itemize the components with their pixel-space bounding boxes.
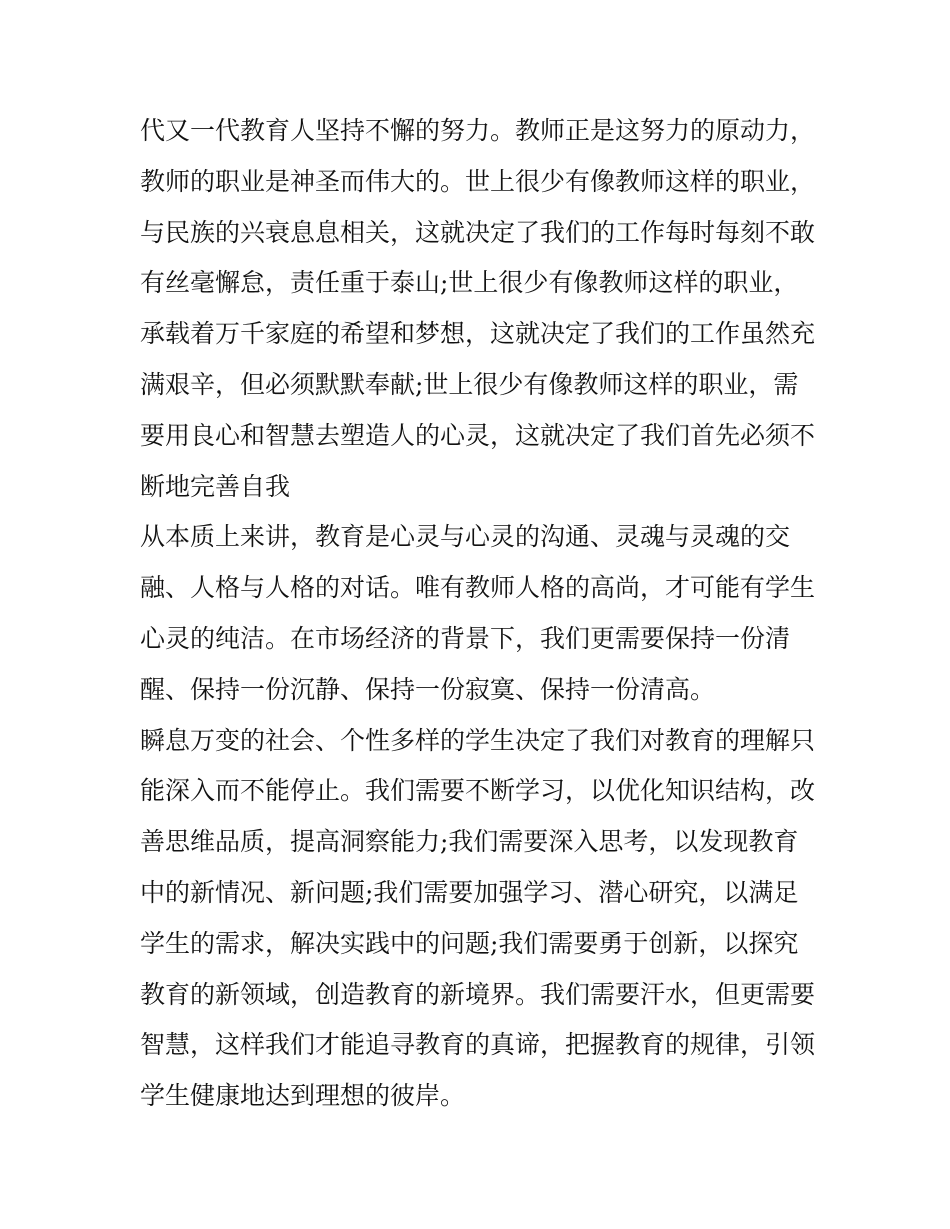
text-line: 要用良心和智慧去塑造人的心灵，这就决定了我们首先必须不 xyxy=(140,420,816,450)
text-line: 中的新情况、新问题;我们需要加强学习、潜心研究，以满足 xyxy=(140,877,799,907)
text-line: 断地完善自我 xyxy=(140,471,291,501)
text-line: 智慧，这样我们才能追寻教育的真谛，把握教育的规律，引领 xyxy=(140,1030,816,1060)
text-line: 承载着万千家庭的希望和梦想，这就决定了我们的工作虽然充 xyxy=(140,319,816,349)
text-line: 能深入而不能停止。我们需要不断学习，以优化知识结构，改 xyxy=(140,776,816,806)
text-line: 善思维品质，提高洞察能力;我们需要深入思考，以发现教育 xyxy=(140,827,799,857)
text-line: 与民族的兴衰息息相关，这就决定了我们的工作每时每刻不敢 xyxy=(140,217,816,247)
text-line: 学生健康地达到理想的彼岸。 xyxy=(140,1081,466,1111)
text-line: 有丝毫懈怠，责任重于泰山;世上很少有像教师这样的职业， xyxy=(140,268,799,298)
text-line: 教师的职业是神圣而伟大的。世上很少有像教师这样的职业， xyxy=(140,166,816,196)
text-line: 学生的需求，解决实践中的问题;我们需要勇于创新，以探究 xyxy=(140,928,799,958)
text-line: 瞬息万变的社会、个性多样的学生决定了我们对教育的理解只 xyxy=(140,725,816,755)
text-line: 融、人格与人格的对话。唯有教师人格的高尚，才可能有学生 xyxy=(140,573,816,603)
text-line: 教育的新领域，创造教育的新境界。我们需要汗水，但更需要 xyxy=(140,979,816,1009)
text-line: 从本质上来讲，教育是心灵与心灵的沟通、灵魂与灵魂的交 xyxy=(140,522,791,552)
body-text xyxy=(140,106,830,1122)
text-line: 满艰辛，但必须默默奉献;世上很少有像教师这样的职业，需 xyxy=(140,369,799,399)
text-line: 代又一代教育人坚持不懈的努力。教师正是这努力的原动力， xyxy=(140,116,816,145)
text-line: 心灵的纯洁。在市场经济的背景下，我们更需要保持一份清 xyxy=(140,623,791,653)
text-line: 醒、保持一份沉静、保持一份寂寞、保持一份清高。 xyxy=(140,674,716,704)
